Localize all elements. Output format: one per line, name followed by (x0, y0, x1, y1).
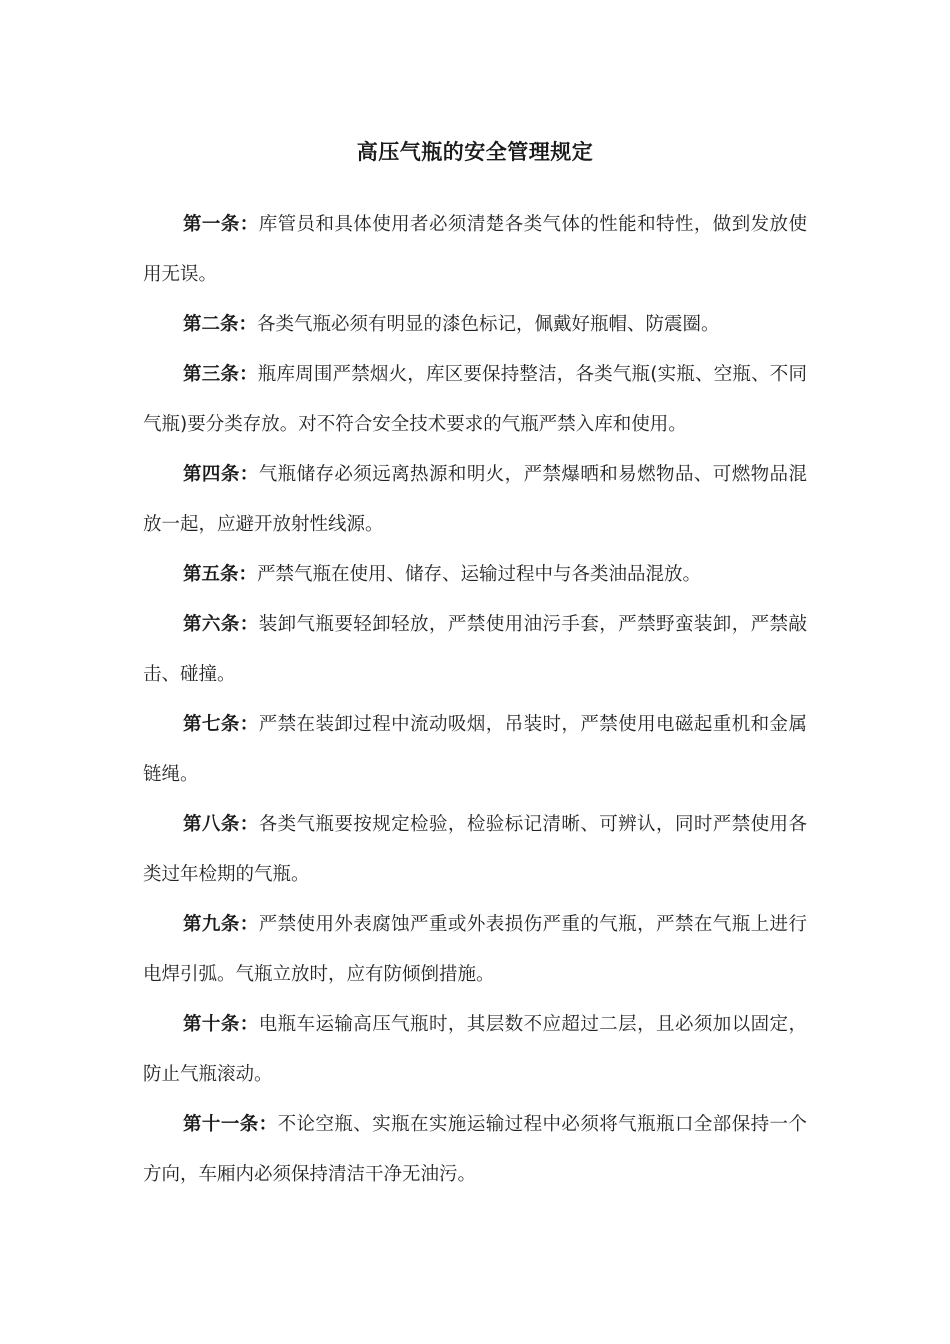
article-list (143, 200, 807, 1200)
article-label: 第二条： (183, 314, 258, 335)
article-label: 第三条： (183, 364, 258, 385)
article-label: 第一条： (183, 214, 259, 235)
article-8 (143, 800, 807, 900)
article-text: 各类气瓶必须有明显的漆色标记，佩戴好瓶帽、防震圈。 (257, 314, 720, 335)
article-3 (143, 350, 807, 450)
page-title: 高压气瓶的安全管理规定 (356, 140, 594, 164)
article-text: 气瓶储存必须远离热源和明火，严禁爆晒和易燃物品、可燃物品混放一起，应避开放射性线源。 (143, 464, 807, 535)
article-label: 第九条： (183, 914, 259, 935)
article-2 (143, 300, 807, 350)
article-label: 第七条： (183, 714, 259, 735)
article-label: 第六条： (183, 614, 259, 635)
article-text: 严禁使用外表腐蚀严重或外表损伤严重的气瓶，严禁在气瓶上进行电焊引弧。气瓶立放时，应有防倾倒措施。 (143, 914, 807, 985)
article-label: 第八条： (183, 814, 259, 835)
article-10 (143, 1000, 807, 1100)
article-label: 第五条： (183, 564, 258, 585)
article-text: 电瓶车运输高压气瓶时，其层数不应超过二层，且必须加以固定，防止气瓶滚动。 (143, 1014, 807, 1085)
article-label: 第十一条： (183, 1114, 278, 1135)
article-6 (143, 600, 807, 700)
article-label: 第四条： (183, 464, 259, 485)
article-text: 装卸气瓶要轻卸轻放，严禁使用油污手套，严禁野蛮装卸，严禁敲击、碰撞。 (143, 614, 807, 685)
article-text: 瓶库周围严禁烟火，库区要保持整洁，各类气瓶(实瓶、空瓶、不同气瓶)要分类存放。对不符合安全技术要求的气瓶严禁入库和使用。 (143, 364, 807, 435)
article-4 (143, 450, 807, 550)
article-5 (143, 550, 807, 600)
article-7 (143, 700, 807, 800)
article-1 (143, 200, 807, 300)
article-9 (143, 900, 807, 1000)
article-11 (143, 1100, 807, 1200)
article-label: 第十条： (183, 1014, 259, 1035)
article-text: 不论空瓶、实瓶在实施运输过程中必须将气瓶瓶口全部保持一个方向，车厢内必须保持清洁干净无油污。 (143, 1114, 807, 1185)
article-text: 严禁在装卸过程中流动吸烟，吊装时，严禁使用电磁起重机和金属链绳。 (143, 714, 807, 785)
article-text: 严禁气瓶在使用、储存、运输过程中与各类油品混放。 (257, 564, 702, 585)
article-text: 库管员和具体使用者必须清楚各类气体的性能和特性，做到发放使用无误。 (143, 214, 807, 285)
article-text: 各类气瓶要按规定检验，检验标记清晰、可辨认，同时严禁使用各类过年检期的气瓶。 (143, 814, 807, 885)
